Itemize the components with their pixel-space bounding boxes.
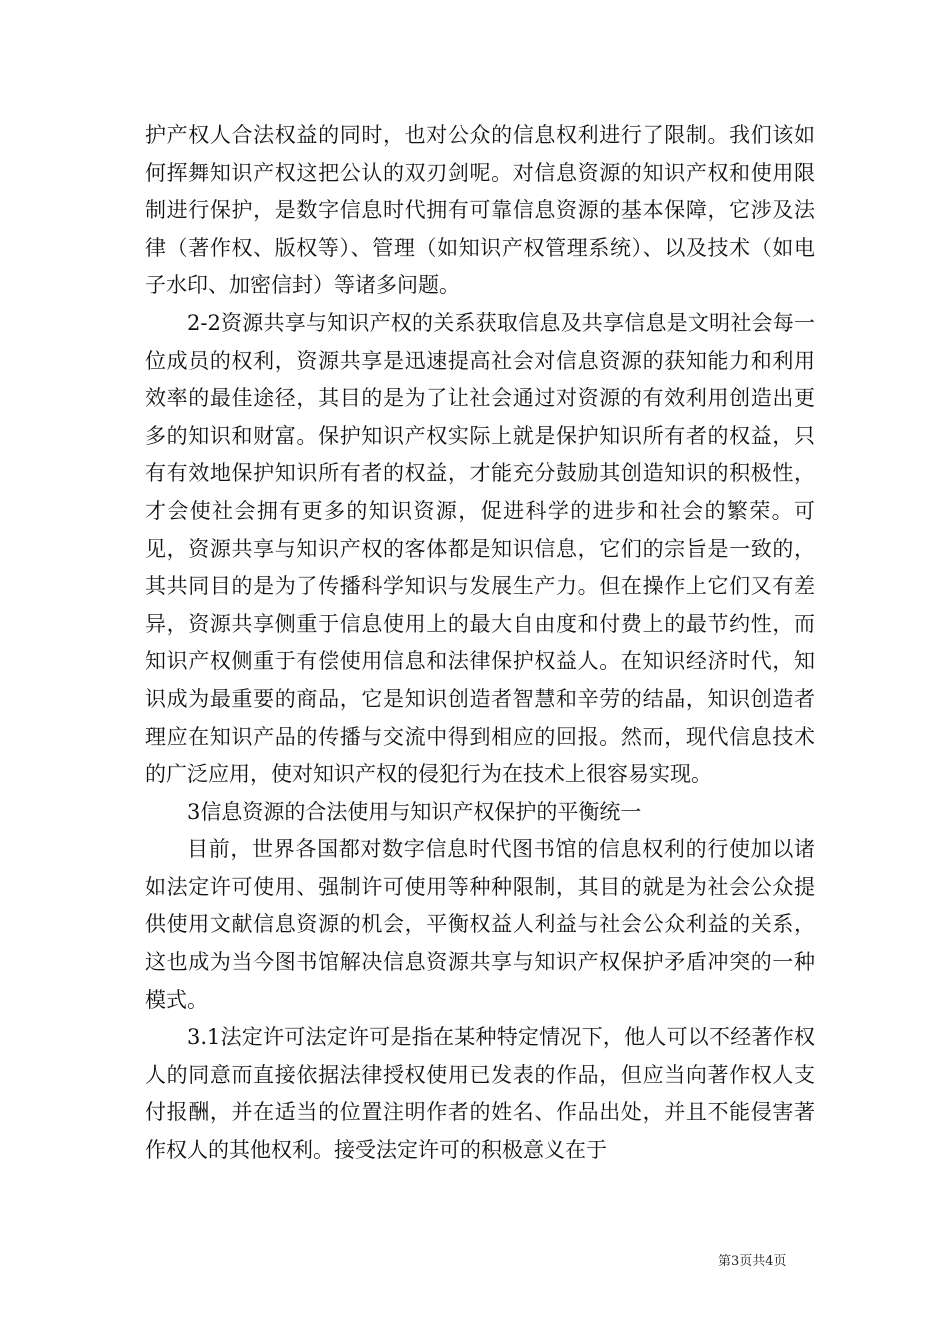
section-heading-3: 3信息资源的合法使用与知识产权保护的平衡统一	[187, 799, 642, 824]
page-number-footer: 第3页共4页	[718, 1254, 787, 1269]
paragraph-section-3-intro: 目前，世界各国都对数字信息时代图书馆的信息权利的行使加以诸如法定许可使用、强制许可使用等种种限制，其目的就是为社会公众提供使用文献信息资源的机会，平衡权益人利益与社会公众利益的关系，这也成为当今图书馆解决信息资源共享与知识产权保护矛盾冲突的一种模式。	[145, 837, 815, 1012]
document-body	[145, 117, 815, 1170]
paragraph-section-2-2: 2-2资源共享与知识产权的关系获取信息及共享信息是文明社会每一位成员的权利，资源共享是迅速提高社会对信息资源的获知能力和利用效率的最佳途径，其目的是为了让社会通过对资源的有效利用创造出更多的知识和财富。保护知识产权实际上就是保护知识所有者的权益，只有有效地保护知识所有者的权益，才能充分鼓励其创造知识的积极性，才会使社会拥有更多的知识资源，促进科学的进步和社会的繁荣。可见，资源共享与知识产权的客体都是知识信息，它们的宗旨是一致的，其共同目的是为了传播科学知识与发展生产力。但在操作上它们又有差异，资源共享侧重于信息使用上的最大自由度和付费上的最节约性，而知识产权侧重于有偿使用信息和法律保护权益人。在知识经济时代，知识成为最重要的商品，它是知识创造者智慧和辛劳的结晶，知识创造者理应在知识产品的传播与交流中得到相应的回报。然而，现代信息技术的广泛应用，使对知识产权的侵犯行为在技术上很容易实现。	[145, 310, 815, 787]
paragraph-section-3-1: 3.1法定许可法定许可是指在某种特定情况下，他人可以不经著作权人的同意而直接依据法律授权使用已发表的作品，但应当向著作权人支付报酬，并在适当的位置注明作者的姓名、作品出处，并且不能侵害著作权人的其他权利。接受法定许可的积极意义在于	[145, 1025, 815, 1163]
paragraph-continuation: 护产权人合法权益的同时，也对公众的信息权利进行了限制。我们该如何挥舞知识产权这把公认的双刃剑呢。对信息资源的知识产权和使用限制进行保护，是数字信息时代拥有可靠信息资源的基本保障，它涉及法律（著作权、版权等）、管理（如知识产权管理系统）、以及技术（如电子水印、加密信封）等诸多问题。	[145, 123, 815, 298]
